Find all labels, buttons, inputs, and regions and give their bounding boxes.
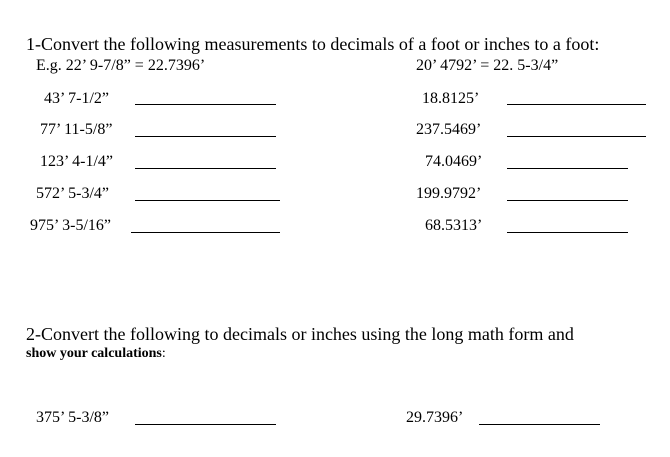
section2-right-problem: 29.7396’: [406, 409, 464, 426]
section2-instruction-bold: show your calculations: [26, 346, 162, 361]
example-left: E.g. 22’ 9-7/8” = 22.7396’: [36, 57, 206, 74]
answer-blank-right-1[interactable]: [507, 104, 646, 105]
left-problem-2: 77’ 11-5/8”: [40, 121, 113, 138]
answer-blank-left-4[interactable]: [135, 200, 280, 201]
right-problem-3: 74.0469’: [425, 153, 483, 170]
left-problem-5: 975’ 3-5/16”: [30, 217, 112, 234]
right-problem-2: 237.5469’: [416, 121, 482, 138]
right-problem-1: 18.8125’: [422, 90, 480, 107]
left-problem-4: 572’ 5-3/4”: [36, 185, 110, 202]
section1-title: 1-Convert the following measurements to decimals of a foot or inches to a foot:: [26, 34, 600, 54]
section2-answer-blank-left[interactable]: [135, 424, 276, 425]
answer-blank-right-5[interactable]: [507, 232, 628, 233]
answer-blank-right-4[interactable]: [507, 200, 628, 201]
section2-left-problem: 375’ 5-3/8”: [36, 409, 110, 426]
section2-answer-blank-right[interactable]: [479, 424, 600, 425]
answer-blank-right-3[interactable]: [507, 168, 628, 169]
answer-blank-left-3[interactable]: [135, 168, 276, 169]
answer-blank-left-5[interactable]: [131, 232, 280, 233]
left-problem-1: 43’ 7-1/2”: [44, 90, 110, 107]
section2-title: 2-Convert the following to decimals or inches using the long math form and: [26, 324, 574, 344]
right-problem-4: 199.9792’: [416, 185, 482, 202]
left-problem-3: 123’ 4-1/4”: [40, 153, 114, 170]
section2-instruction-end: :: [161, 346, 166, 361]
answer-blank-right-2[interactable]: [507, 136, 646, 137]
section2-instruction: [26, 347, 166, 361]
example-right: 20’ 4792’ = 22. 5-3/4”: [416, 57, 559, 74]
right-problem-5: 68.5313’: [425, 217, 483, 234]
answer-blank-left-1[interactable]: [135, 104, 276, 105]
answer-blank-left-2[interactable]: [135, 136, 276, 137]
